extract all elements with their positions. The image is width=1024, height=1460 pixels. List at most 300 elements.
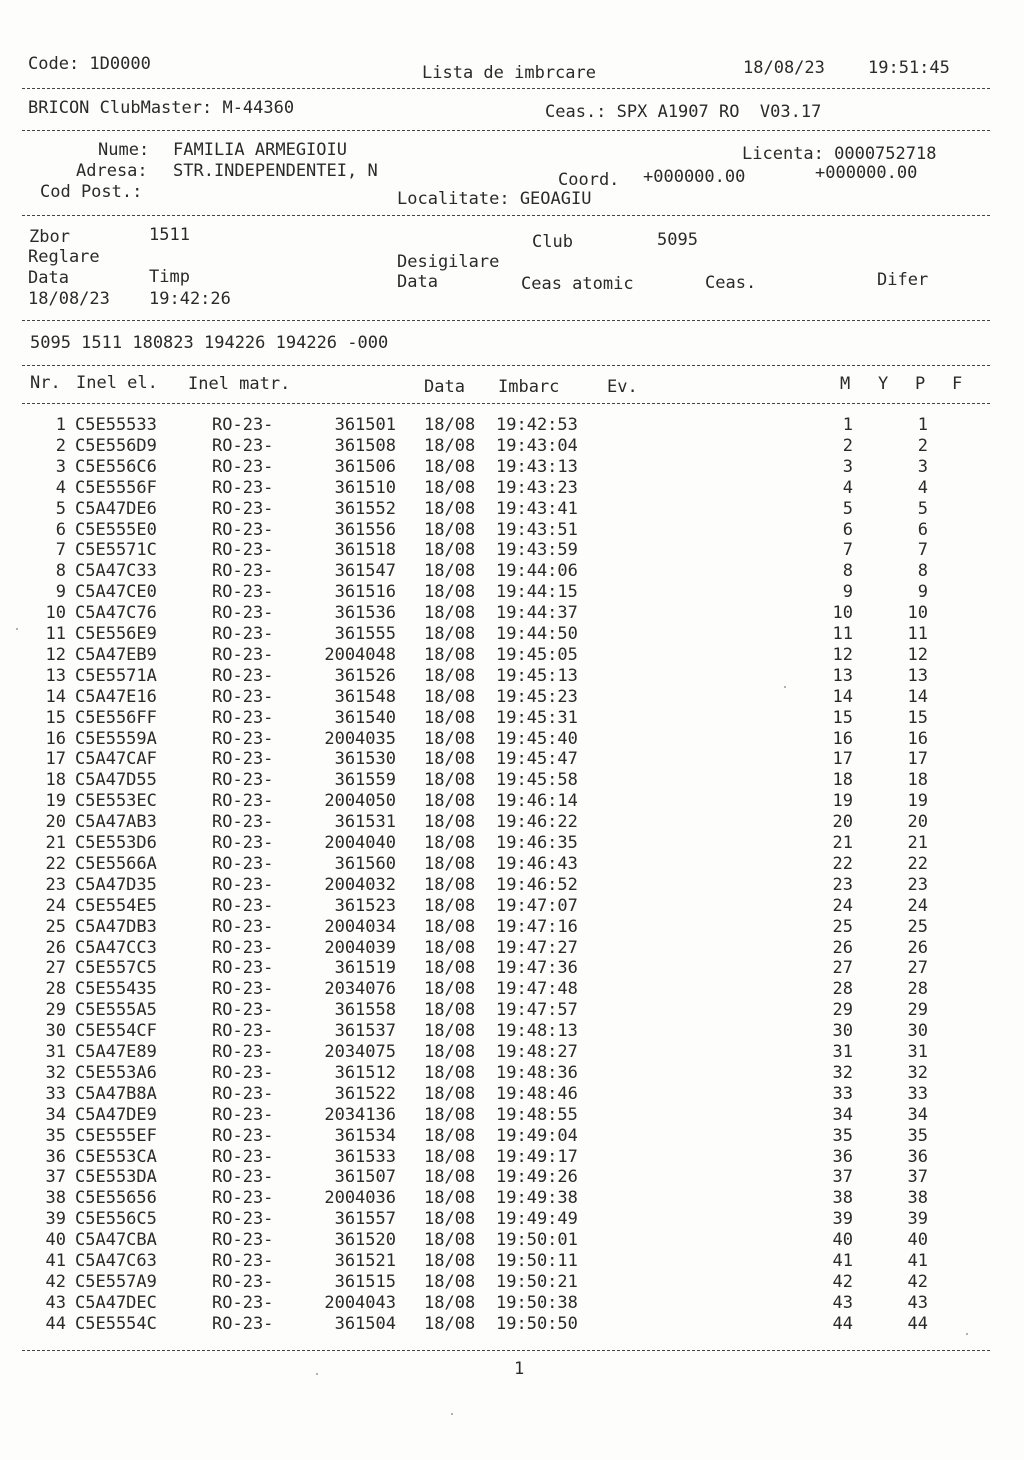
ring-prefix: RO-23- (212, 1125, 274, 1146)
cell-m: 41 (832, 1251, 853, 1271)
ring-prefix: RO-23- (212, 916, 274, 937)
cell-p: 28 (907, 979, 928, 1000)
table-row (0, 582, 1024, 603)
club-master: BRICON ClubMaster: M-44360 (28, 98, 295, 118)
cell-p: 18 (907, 770, 928, 791)
arrival-time: 19:50:21 (496, 1271, 578, 1292)
table-row (0, 854, 1024, 875)
ring-number: 2004043 (324, 1292, 396, 1313)
row-number: 30 (45, 1021, 66, 1042)
arrival-time: 19:48:13 (496, 1021, 578, 1042)
arrival-time: 19:43:59 (496, 540, 578, 561)
table-row (0, 1063, 1024, 1084)
arrival-date: 18/08 (424, 456, 476, 477)
arrival-time: 19:46:52 (496, 874, 578, 895)
row-number: 37 (45, 1167, 66, 1188)
arrival-date: 18/08 (424, 812, 476, 833)
table-row (0, 708, 1024, 729)
ring-number: 361533 (334, 1146, 396, 1167)
scan-speck (451, 1413, 453, 1415)
code-label: Code: 1D0000 (28, 54, 151, 74)
row-number: 44 (45, 1313, 66, 1334)
table-row (0, 749, 1024, 770)
row-number: 7 (55, 540, 66, 561)
row-number: 18 (45, 770, 66, 791)
license: Licenta: 0000752718 (742, 144, 937, 164)
table-row (0, 958, 1024, 979)
cell-m: 28 (832, 979, 853, 1000)
arrival-time: 19:47:36 (496, 958, 578, 979)
arrival-time: 19:45:40 (496, 728, 578, 749)
cell-p: 14 (907, 686, 928, 707)
cell-p: 8 (917, 561, 928, 582)
cell-p: 30 (907, 1021, 928, 1042)
ring-prefix: RO-23- (212, 519, 274, 540)
electronic-ring: C5A47E16 (75, 686, 157, 707)
cell-p: 7 (917, 540, 928, 561)
table-row (0, 603, 1024, 624)
row-number: 5 (55, 498, 66, 519)
ring-number: 361521 (334, 1251, 396, 1271)
cell-m: 26 (832, 937, 853, 958)
arrival-time: 19:43:04 (496, 435, 578, 456)
cell-p: 19 (907, 791, 928, 812)
arrival-time: 19:50:38 (496, 1292, 578, 1313)
arrival-time: 19:44:50 (496, 624, 578, 644)
col-inel-el: Inel el. (76, 373, 158, 393)
arrival-date: 18/08 (424, 1167, 476, 1188)
cell-m: 15 (832, 707, 853, 728)
col-nr: Nr. (30, 373, 61, 393)
table-row (0, 833, 1024, 854)
arrival-time: 19:50:01 (496, 1230, 578, 1251)
table-row (0, 1167, 1024, 1188)
cell-m: 34 (832, 1104, 853, 1125)
address-label: Adresa: (76, 161, 148, 181)
ring-prefix: RO-23- (212, 1104, 274, 1125)
electronic-ring: C5E55656 (75, 1188, 157, 1209)
locality: Localitate: GEOAGIU (397, 189, 592, 209)
table-row (0, 1314, 1024, 1335)
clock-label: Ceas. (705, 273, 757, 293)
cell-m: 18 (832, 770, 853, 791)
arrival-date: 18/08 (424, 1104, 476, 1125)
ring-number: 361540 (334, 707, 396, 728)
row-number: 24 (45, 895, 66, 916)
arrival-time: 19:43:23 (496, 477, 578, 498)
arrival-date: 18/08 (424, 874, 476, 895)
row-number: 34 (45, 1104, 66, 1125)
ring-prefix: RO-23- (212, 1251, 274, 1271)
arrival-time: 19:49:49 (496, 1209, 578, 1230)
cell-p: 5 (917, 498, 928, 519)
cell-p: 16 (907, 728, 928, 749)
cell-m: 24 (832, 895, 853, 916)
row-number: 3 (55, 456, 66, 477)
cell-m: 19 (832, 791, 853, 812)
row-number: 15 (45, 707, 66, 728)
cell-p: 39 (907, 1209, 928, 1230)
arrival-time: 19:47:57 (496, 1000, 578, 1021)
cell-p: 33 (907, 1083, 928, 1104)
electronic-ring: C5E556C6 (75, 456, 157, 477)
table-row (0, 770, 1024, 791)
ring-number: 2004034 (324, 916, 396, 937)
timp-label: Timp (149, 267, 190, 287)
col-inel-matr: Inel matr. (188, 374, 291, 394)
ring-number: 361523 (334, 895, 396, 916)
arrival-time: 19:46:43 (496, 853, 578, 874)
reglare-date: 18/08/23 (28, 289, 110, 309)
ring-number: 2034136 (324, 1104, 396, 1125)
arrival-date: 18/08 (424, 833, 476, 853)
ring-number: 2004050 (324, 791, 396, 812)
scan-speck (316, 1373, 318, 1375)
ring-number: 361506 (334, 456, 396, 477)
ring-number: 361560 (334, 853, 396, 874)
row-number: 14 (45, 686, 66, 707)
ring-prefix: RO-23- (212, 1062, 274, 1083)
col-imbarc: Imbarc (498, 377, 560, 397)
ring-number: 361510 (334, 477, 396, 498)
electronic-ring: C5E5571C (75, 540, 157, 561)
table-row (0, 791, 1024, 812)
ring-prefix: RO-23- (212, 1292, 274, 1313)
ring-number: 361555 (334, 624, 396, 644)
ring-prefix: RO-23- (212, 707, 274, 728)
arrival-time: 19:44:37 (496, 603, 578, 624)
cell-m: 43 (832, 1292, 853, 1313)
cell-m: 36 (832, 1146, 853, 1167)
row-number: 16 (45, 728, 66, 749)
ring-prefix: RO-23- (212, 979, 274, 1000)
ring-number: 361552 (334, 498, 396, 519)
cell-p: 35 (907, 1125, 928, 1146)
table-row (0, 666, 1024, 687)
arrival-time: 19:45:23 (496, 686, 578, 707)
arrival-time: 19:43:13 (496, 456, 578, 477)
arrival-date: 18/08 (424, 644, 476, 665)
cell-p: 9 (917, 582, 928, 603)
print-time: 19:51:45 (868, 58, 950, 78)
ring-number: 361504 (334, 1313, 396, 1334)
row-number: 12 (45, 644, 66, 665)
arrival-date: 18/08 (424, 624, 476, 644)
electronic-ring: C5E557C5 (75, 958, 157, 979)
cell-p: 41 (907, 1251, 928, 1271)
page-title: Lista de imbrcare (422, 63, 596, 83)
ring-prefix: RO-23- (212, 435, 274, 456)
arrival-time: 19:47:16 (496, 916, 578, 937)
arrival-date: 18/08 (424, 415, 476, 435)
arrival-date: 18/08 (424, 603, 476, 624)
arrival-date: 18/08 (424, 770, 476, 791)
table-row (0, 729, 1024, 750)
ring-prefix: RO-23- (212, 937, 274, 958)
ring-prefix: RO-23- (212, 644, 274, 665)
cell-m: 16 (832, 728, 853, 749)
electronic-ring: C5A47AB3 (75, 812, 157, 833)
arrival-time: 19:49:04 (496, 1125, 578, 1146)
electronic-ring: C5E5559A (75, 728, 157, 749)
row-number: 17 (45, 749, 66, 770)
electronic-ring: C5A47C76 (75, 603, 157, 624)
row-number: 13 (45, 665, 66, 686)
arrival-date: 18/08 (424, 707, 476, 728)
electronic-ring: C5E554CF (75, 1021, 157, 1042)
divider (22, 88, 990, 89)
cell-m: 38 (832, 1188, 853, 1209)
row-number: 43 (45, 1292, 66, 1313)
ring-prefix: RO-23- (212, 1146, 274, 1167)
table-row (0, 1105, 1024, 1126)
club-label: Club (532, 232, 573, 252)
cell-m: 33 (832, 1083, 853, 1104)
ring-number: 361507 (334, 1167, 396, 1188)
table-row (0, 478, 1024, 499)
ring-prefix: RO-23- (212, 958, 274, 979)
postal-code-label: Cod Post.: (40, 182, 143, 202)
data-label-2: Data (397, 272, 438, 292)
arrival-date: 18/08 (424, 582, 476, 603)
cell-m: 2 (842, 435, 853, 456)
cell-m: 10 (832, 603, 853, 624)
table-row (0, 1272, 1024, 1293)
ring-number: 361536 (334, 603, 396, 624)
arrival-date: 18/08 (424, 1292, 476, 1313)
cell-p: 10 (907, 603, 928, 624)
electronic-ring: C5E553CA (75, 1146, 157, 1167)
row-number: 29 (45, 1000, 66, 1021)
row-number: 27 (45, 958, 66, 979)
row-number: 40 (45, 1230, 66, 1251)
row-number: 22 (45, 853, 66, 874)
ring-prefix: RO-23- (212, 791, 274, 812)
table-row (0, 1021, 1024, 1042)
club-number: 5095 (657, 230, 698, 250)
table-row (0, 979, 1024, 1000)
ring-number: 361520 (334, 1230, 396, 1251)
ring-number: 361537 (334, 1021, 396, 1042)
arrival-time: 19:48:46 (496, 1083, 578, 1104)
ring-number: 361508 (334, 435, 396, 456)
electronic-ring: C5A47CC3 (75, 937, 157, 958)
electronic-ring: C5E557A9 (75, 1271, 157, 1292)
row-number: 35 (45, 1125, 66, 1146)
table-row (0, 1126, 1024, 1147)
cell-m: 1 (842, 415, 853, 435)
table-row (0, 1251, 1024, 1272)
cell-p: 25 (907, 916, 928, 937)
row-number: 32 (45, 1062, 66, 1083)
electronic-ring: C5A47D55 (75, 770, 157, 791)
owner-name: FAMILIA ARMEGIOIU (173, 140, 347, 160)
table-row (0, 561, 1024, 582)
ring-prefix: RO-23- (212, 895, 274, 916)
arrival-date: 18/08 (424, 853, 476, 874)
row-number: 26 (45, 937, 66, 958)
electronic-ring: C5A47EB9 (75, 644, 157, 665)
col-f: F (952, 374, 963, 394)
ring-number: 2004039 (324, 937, 396, 958)
arrival-time: 19:43:51 (496, 519, 578, 540)
arrival-date: 18/08 (424, 1083, 476, 1104)
electronic-ring: C5E55533 (75, 415, 157, 435)
ring-number: 2004035 (324, 728, 396, 749)
print-date: 18/08/23 (743, 58, 825, 78)
scan-speck (966, 1333, 968, 1335)
electronic-ring: C5E555E0 (75, 519, 157, 540)
cell-m: 4 (842, 477, 853, 498)
ring-number: 361516 (334, 582, 396, 603)
arrival-date: 18/08 (424, 937, 476, 958)
row-number: 31 (45, 1042, 66, 1062)
ring-prefix: RO-23- (212, 498, 274, 519)
ring-prefix: RO-23- (212, 749, 274, 770)
table-row (0, 1188, 1024, 1209)
cell-p: 26 (907, 937, 928, 958)
table-row (0, 812, 1024, 833)
arrival-date: 18/08 (424, 1125, 476, 1146)
ring-number: 2004032 (324, 874, 396, 895)
ring-number: 361526 (334, 665, 396, 686)
cell-p: 23 (907, 874, 928, 895)
ring-prefix: RO-23- (212, 415, 274, 435)
table-row (0, 499, 1024, 520)
scan-speck (16, 628, 18, 630)
electronic-ring: C5E553EC (75, 791, 157, 812)
arrival-date: 18/08 (424, 561, 476, 582)
divider (22, 1350, 990, 1351)
cell-p: 11 (907, 624, 928, 644)
divider (22, 403, 990, 404)
ring-prefix: RO-23- (212, 1271, 274, 1292)
row-number: 9 (55, 582, 66, 603)
row-number: 42 (45, 1271, 66, 1292)
ring-prefix: RO-23- (212, 1230, 274, 1251)
ring-prefix: RO-23- (212, 1167, 274, 1188)
electronic-ring: C5E553A6 (75, 1062, 157, 1083)
table-row (0, 645, 1024, 666)
arrival-date: 18/08 (424, 1313, 476, 1334)
ring-number: 2004048 (324, 644, 396, 665)
arrival-time: 19:50:11 (496, 1251, 578, 1271)
ring-number: 361518 (334, 540, 396, 561)
cell-m: 27 (832, 958, 853, 979)
reglare-label: Reglare (28, 247, 100, 267)
table-row (0, 938, 1024, 959)
arrival-date: 18/08 (424, 1146, 476, 1167)
coord-x: +000000.00 (643, 167, 746, 187)
electronic-ring: C5A47C33 (75, 561, 157, 582)
cell-p: 15 (907, 707, 928, 728)
difference-label: Difer (877, 270, 929, 290)
arrival-time: 19:47:48 (496, 979, 578, 1000)
cell-m: 8 (842, 561, 853, 582)
cell-m: 6 (842, 519, 853, 540)
row-number: 28 (45, 979, 66, 1000)
ring-prefix: RO-23- (212, 624, 274, 644)
arrival-date: 18/08 (424, 1000, 476, 1021)
cell-m: 23 (832, 874, 853, 895)
electronic-ring: C5E556E9 (75, 624, 157, 644)
row-number: 33 (45, 1083, 66, 1104)
cell-p: 2 (917, 435, 928, 456)
coord-label: Coord. (558, 170, 620, 190)
cell-p: 4 (917, 477, 928, 498)
arrival-time: 19:49:17 (496, 1146, 578, 1167)
arrival-time: 19:43:41 (496, 498, 578, 519)
table-row (0, 1230, 1024, 1251)
ring-number: 361531 (334, 812, 396, 833)
electronic-ring: C5A47D35 (75, 874, 157, 895)
row-number: 2 (55, 435, 66, 456)
cell-p: 42 (907, 1271, 928, 1292)
arrival-time: 19:46:22 (496, 812, 578, 833)
table-row (0, 457, 1024, 478)
row-number: 8 (55, 561, 66, 582)
cell-p: 17 (907, 749, 928, 770)
ring-prefix: RO-23- (212, 686, 274, 707)
cell-p: 12 (907, 644, 928, 665)
cell-p: 3 (917, 456, 928, 477)
arrival-time: 19:48:55 (496, 1104, 578, 1125)
col-y: Y (878, 374, 889, 394)
arrival-date: 18/08 (424, 498, 476, 519)
flight-label: Zbor (29, 227, 70, 247)
electronic-ring: C5E5566A (75, 853, 157, 874)
electronic-ring: C5A47DE6 (75, 498, 157, 519)
cell-p: 38 (907, 1188, 928, 1209)
coord-y: +000000.00 (815, 163, 918, 183)
electronic-ring: C5E5571A (75, 665, 157, 686)
electronic-ring: C5A47B8A (75, 1083, 157, 1104)
scan-speck (784, 686, 786, 688)
row-number: 20 (45, 812, 66, 833)
row-number: 39 (45, 1209, 66, 1230)
table-row (0, 875, 1024, 896)
arrival-time: 19:44:15 (496, 582, 578, 603)
ring-prefix: RO-23- (212, 1083, 274, 1104)
arrival-date: 18/08 (424, 728, 476, 749)
electronic-ring: C5E5556F (75, 477, 157, 498)
data-label: Data (28, 268, 69, 288)
ring-number: 361515 (334, 1271, 396, 1292)
cell-m: 11 (832, 624, 853, 644)
divider (22, 130, 990, 131)
arrival-time: 19:46:35 (496, 833, 578, 853)
electronic-ring: C5A47CAF (75, 749, 157, 770)
ring-prefix: RO-23- (212, 540, 274, 561)
ring-prefix: RO-23- (212, 477, 274, 498)
ring-prefix: RO-23- (212, 728, 274, 749)
electronic-ring: C5E554E5 (75, 895, 157, 916)
arrival-date: 18/08 (424, 540, 476, 561)
atomic-clock-label: Ceas atomic (521, 274, 634, 294)
ring-number: 361557 (334, 1209, 396, 1230)
table-row (0, 896, 1024, 917)
ring-number: 361547 (334, 561, 396, 582)
arrival-time: 19:45:31 (496, 707, 578, 728)
cell-m: 44 (832, 1313, 853, 1334)
page-number: 1 (514, 1359, 525, 1379)
ring-number: 361512 (334, 1062, 396, 1083)
arrival-date: 18/08 (424, 979, 476, 1000)
arrival-time: 19:49:38 (496, 1188, 578, 1209)
arrival-date: 18/08 (424, 916, 476, 937)
arrival-time: 19:48:27 (496, 1042, 578, 1062)
ring-number: 361534 (334, 1125, 396, 1146)
